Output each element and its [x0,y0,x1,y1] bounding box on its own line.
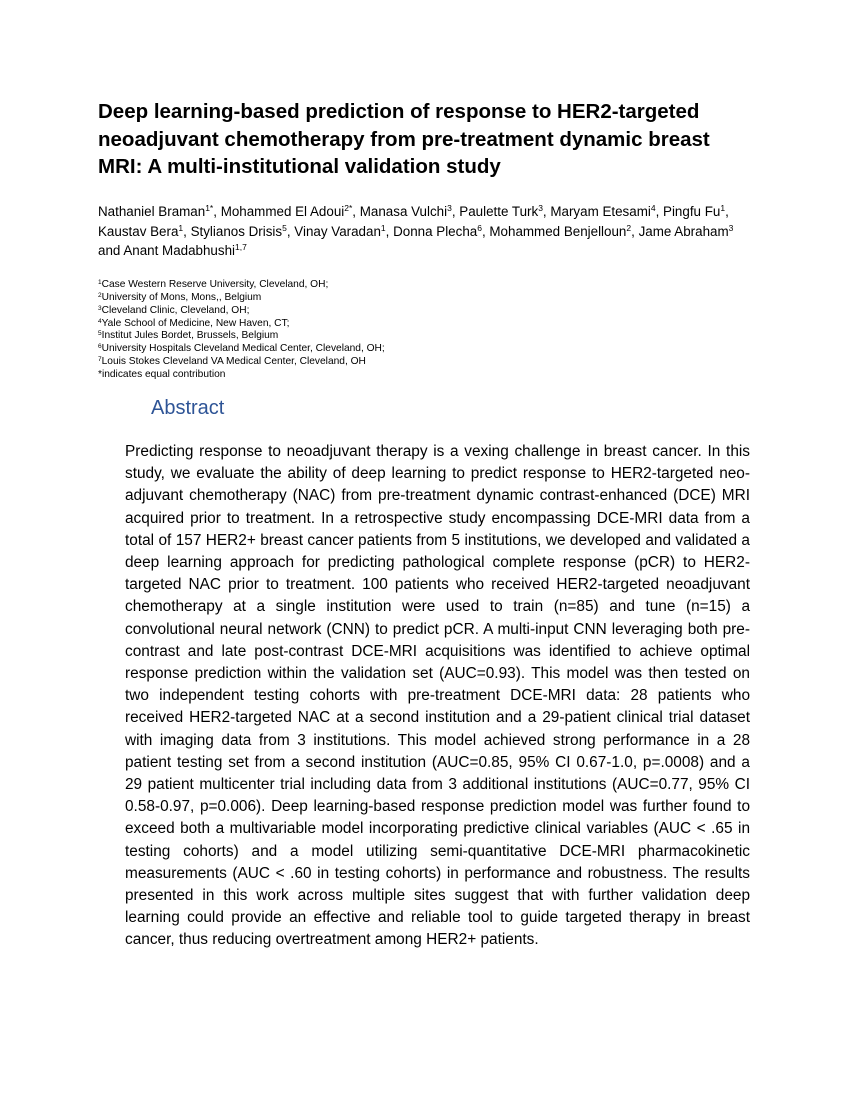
author-separator: and [98,243,124,258]
author-affiliation-marker: 3 [538,203,543,213]
author-affiliation-marker: 1 [720,203,726,213]
author-name: Nathaniel Braman [98,204,206,219]
author-affiliation-marker: 1 [178,222,184,233]
author-separator: , [542,204,551,219]
author [294,224,385,239]
author-name: Stylianos Drisis [190,223,283,239]
author-affiliation-marker: 3 [447,203,452,213]
affiliation-line [98,292,738,305]
author-affiliation-marker: 6 [477,222,482,233]
affiliation-line [98,305,738,318]
author-name: Donna Plecha [393,223,478,239]
author-name: Paulette Turk [459,204,539,219]
author-name: Vinay Varadan [294,223,381,239]
affiliation-marker: 5 [98,330,102,338]
author [221,204,353,219]
author [191,224,287,239]
affiliation-line [98,369,738,382]
affiliation-marker: 7 [98,356,102,364]
affiliation-line [98,318,738,331]
author-name: Maryam Etesami [550,204,651,219]
author-separator: , [183,223,191,239]
author-separator: , [286,223,295,239]
author [360,204,452,219]
affiliation-text: *indicates equal contribution [98,368,226,380]
author-affiliation-marker: 5 [282,222,287,233]
affiliation-text: Yale School of Medicine, New Haven, CT; [101,317,290,329]
author [98,224,183,239]
author-separator: , [655,204,664,219]
author [489,224,631,239]
author-separator: , [451,204,460,219]
author-separator: , [631,223,639,239]
affiliation-text: Case Western Reserve University, Cleveland, OH; [101,279,329,290]
affiliation-line [98,356,738,369]
author [123,243,247,258]
author-affiliation-marker: 1 [380,222,386,233]
author-affiliation-marker: 4 [650,203,656,213]
affiliation-text: Cleveland Clinic, Cleveland, OH; [101,304,250,316]
author-name: Anant Madabhushi [123,243,235,258]
author [550,204,655,219]
affiliation-text: Institut Jules Bordet, Brussels, Belgium [101,330,279,342]
author-name: Mohammed Benjelloun [489,223,627,239]
affiliation-line [98,279,738,292]
author-affiliation-marker: 3 [728,222,734,233]
author-name: Pingfu Fu [663,204,721,219]
affiliation-line [98,343,738,356]
author-separator: , [213,204,221,219]
author [98,204,213,219]
affiliation-marker: 4 [98,317,102,325]
affiliation-text: Louis Stokes Cleveland VA Medical Center, Cleveland, OH [101,356,366,368]
author-name: Jame Abraham [638,223,729,239]
author-affiliation-marker: 1,7 [235,242,247,252]
author-affiliation-marker: 2 [626,222,632,233]
author-name: Manasa Vulchi [359,204,448,219]
author-name: Mohammed El Adoui [220,204,345,219]
author [393,224,482,239]
affiliation-text: University of Mons, Mons,, Belgium [101,291,262,303]
author [639,224,734,239]
affiliation-marker: 1 [98,279,102,286]
affiliation-marker: 6 [98,343,102,351]
affiliation-text: University Hospitals Cleveland Medical Center, Cleveland, OH; [101,343,385,355]
author-separator: , [481,223,490,239]
author-separator: , [725,204,729,219]
author [663,204,725,219]
paper-title: Deep learning-based prediction of response to HER2-targeted neoadjuvant chemotherapy from pre-treatment dynamic breast MRI: A multi-institutional validation study [98,100,710,178]
affiliation-marker: 2 [98,291,102,299]
affiliation-marker: 3 [98,304,102,312]
affiliation-line [98,330,738,343]
author-separator: , [352,204,360,219]
author-separator: , [385,223,394,239]
affiliation-list [98,279,738,382]
author-name: Kaustav Bera [98,223,179,239]
author-affiliation-marker: 2* [344,203,353,213]
author-list [98,202,738,261]
author [459,204,543,219]
abstract-body: Predicting response to neoadjuvant therapy is a vexing challenge in breast cancer. In this study, we evaluate the ability of deep learning to predict response to HER2-targeted neo-adjuvant chemotherapy (NAC) from pre-treatment dynamic contrast-enhanced (DCE) MRI acquired prior to treatment. In a retrospective study encompassing DCE-MRI data from a total of 157 HER2+ breast cancer patients from 5 institutions, we developed and validated a deep learning approach for predicting pathological complete response (pCR) to HER2-targeted NAC prior to treatment. 100 patients who received HER2-targeted neoadjuvant chemotherapy at a single institution were used to train (n=85) and tune (n=15) a convolutional neural network (CNN) to predict pCR. A multi-input CNN leveraging both pre-contrast and late post-contrast DCE-MRI acquisitions was identified to achieve optimal response prediction within the validation set (AUC=0.93). This model was then tested on two independent testing cohorts with pre-treatment DCE-MRI data: 28 patients who received HER2-targeted NAC at a second institution and a 29-patient clinical trial dataset with imaging data from 3 institutions. This model achieved strong performance in a 28 patient testing set from a second institution (AUC=0.85, 95% CI 0.67-1.0, p=.0008) and a 29 patient multicenter trial including data from 3 additional institutions (AUC=0.77, 95% CI 0.58-0.97, p=0.006). Deep learning-based response prediction model was further found to exceed both a multivariable model incorporating predictive clinical variables (AUC < .65 in testing cohorts) and a model utilizing semi-quantitative DCE-MRI pharmacokinetic measurements (AUC < .60 in testing cohorts) in performance and robustness. The results presented in this work across multiple sites suggest that with further validation deep learning could provide an effective and reliable tool to guide targeted therapy in breast cancer, thus reducing overtreatment among HER2+ patients. [125,443,750,949]
author-affiliation-marker: 1* [205,203,214,213]
abstract-heading: Abstract [151,397,225,419]
